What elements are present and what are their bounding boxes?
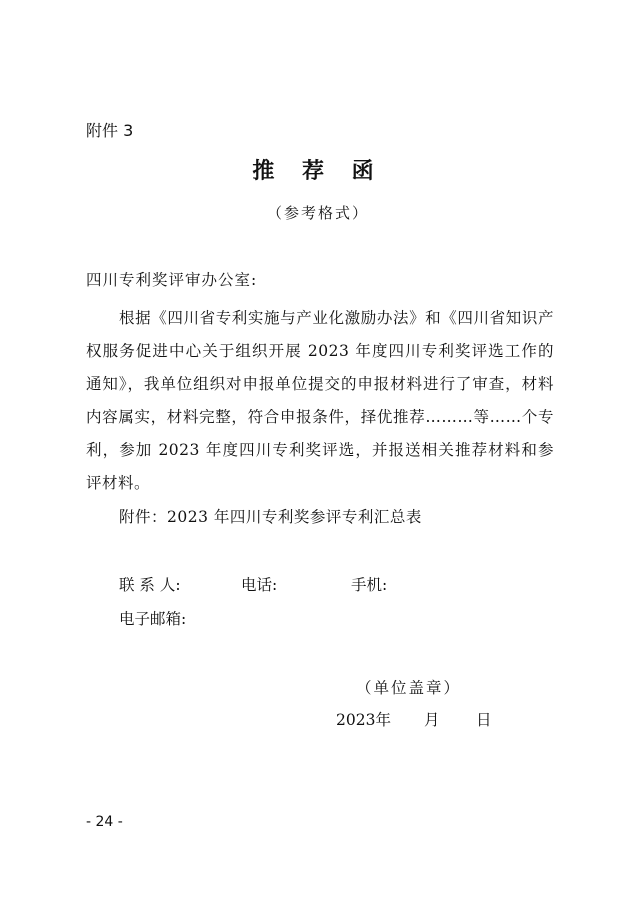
page-number: - 24 - [86, 814, 123, 830]
date-year: 2023年 [336, 711, 391, 729]
seal-text: （单位盖章） [356, 679, 462, 697]
salutation: 四川专利奖评审办公室: [86, 271, 258, 289]
contact-mobile-label: 手机: [351, 576, 388, 594]
contact-person-label: 联 系 人: [119, 576, 181, 594]
date-day: 日 [476, 711, 492, 729]
contact-email-label: 电子邮箱: [119, 610, 187, 628]
document-subtitle: （参考格式） [266, 204, 369, 222]
date-month: 月 [424, 711, 440, 729]
attachment-label: 附件 3 [86, 121, 134, 140]
document-title: 推 荐 函 [252, 158, 384, 184]
body-paragraph: 根据《四川省专利实施与产业化激励办法》和《四川省知识产权服务促进中心关于组织开展 2023 年度四川专利奖评选工作的通知》，我单位组织对申报单位提交的申报材料进行了审查，材料内容属实，材料完整，符合申报条件，择优推荐………等……个专利，参加 2023 年度四川专利奖评选，并报送相关推荐材料和参评材料。 [86, 309, 554, 492]
contact-phone-label: 电话: [241, 576, 278, 594]
attachment-note: 附件：2023 年四川专利奖参评专利汇总表 [119, 508, 422, 526]
